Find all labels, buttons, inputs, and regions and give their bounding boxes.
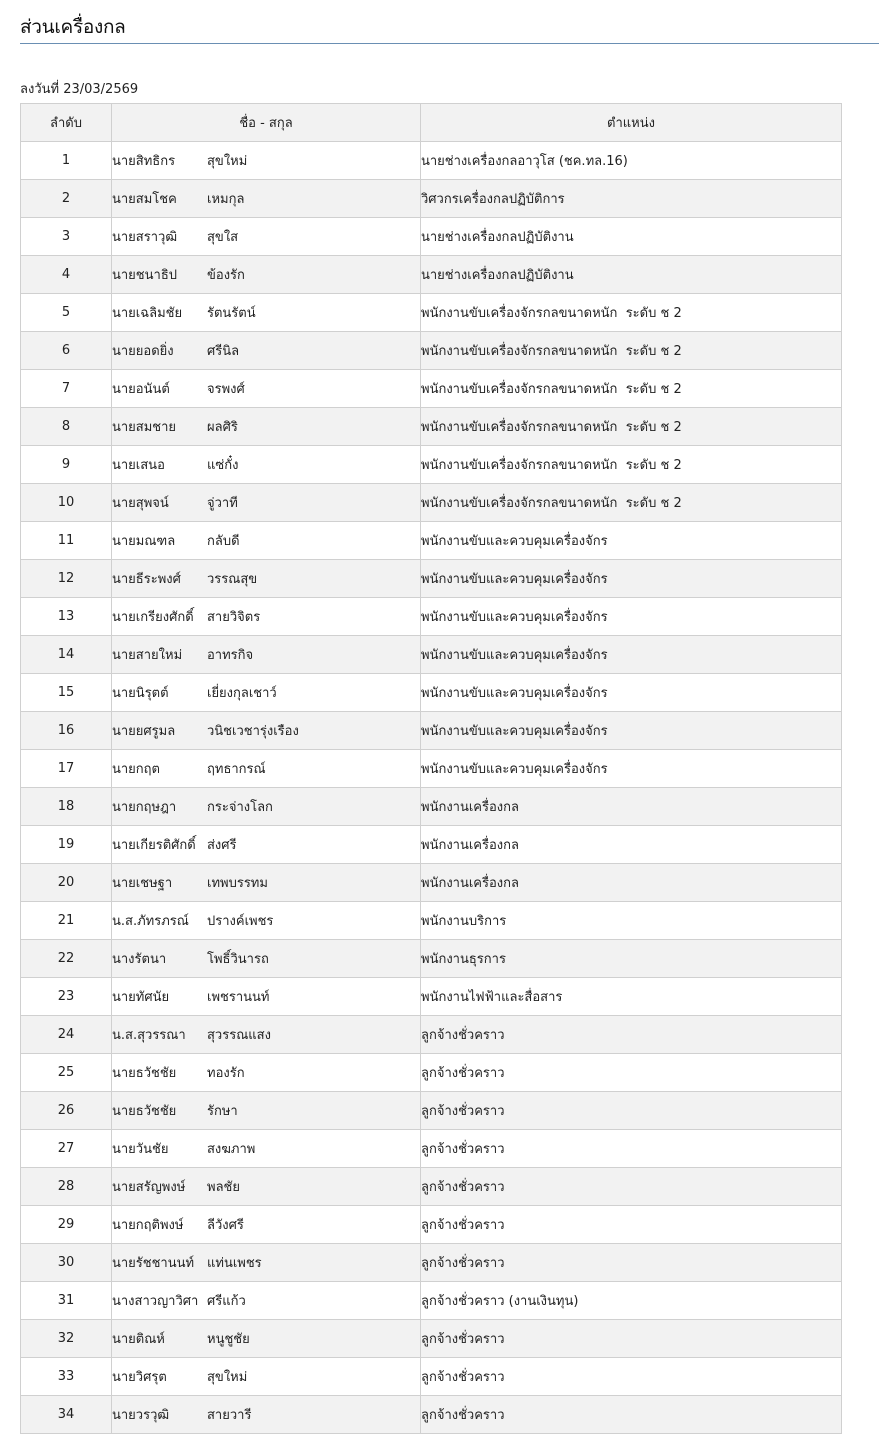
row-number: 9 — [21, 446, 112, 484]
table-row — [21, 1130, 842, 1168]
row-number: 28 — [21, 1168, 112, 1206]
row-position: พนักงานบริการ — [421, 902, 842, 940]
row-full-name — [112, 218, 421, 256]
table-row — [21, 142, 842, 180]
table-header-row — [21, 104, 842, 142]
first-name: นายวิศรุต — [112, 1370, 167, 1385]
row-full-name — [112, 1282, 421, 1320]
row-position: นายช่างเครื่องกลอาวุโส (ชค.ทล.16) — [421, 142, 842, 180]
row-position: พนักงานขับและควบคุมเครื่องจักร — [421, 636, 842, 674]
first-name: นายนิรุตต์ — [112, 686, 169, 701]
table-row — [21, 636, 842, 674]
table-row — [21, 1396, 842, 1434]
first-name: นายติณห์ — [112, 1332, 165, 1347]
first-name: นายกฤต — [112, 762, 160, 777]
first-name: นายทัศนัย — [112, 990, 170, 1005]
row-full-name — [112, 256, 421, 294]
row-full-name — [112, 902, 421, 940]
row-number: 34 — [21, 1396, 112, 1434]
row-position: พนักงานขับและควบคุมเครื่องจักร — [421, 712, 842, 750]
last-name: ผลศิริ — [207, 420, 238, 435]
table-row — [21, 294, 842, 332]
last-name: สุขใส — [207, 230, 239, 245]
first-name: นายสุพจน์ — [112, 496, 169, 511]
row-position: ลูกจ้างชั่วคราว — [421, 1358, 842, 1396]
row-number: 21 — [21, 902, 112, 940]
row-full-name — [112, 408, 421, 446]
first-name: นายธีระพงศ์ — [112, 572, 181, 587]
row-number: 17 — [21, 750, 112, 788]
last-name: ทองรัก — [207, 1066, 245, 1081]
row-full-name — [112, 788, 421, 826]
row-position: พนักงานขับเครื่องจักรกลขนาดหนัก ระดับ ช 2 — [421, 484, 842, 522]
row-position: พนักงานขับและควบคุมเครื่องจักร — [421, 560, 842, 598]
first-name: นายเกียรติศักดิ์ — [112, 838, 196, 853]
last-name: แซ่กั๋ง — [207, 458, 239, 473]
first-name: นายเฉลิมชัย — [112, 306, 183, 321]
last-name: จู่วาที — [207, 496, 238, 511]
first-name: น.ส.สุวรรณา — [112, 1028, 186, 1043]
last-name: รัตนรัตน์ — [207, 306, 256, 321]
last-name: สายวิจิตร — [207, 610, 261, 625]
table-row — [21, 370, 842, 408]
row-number: 30 — [21, 1244, 112, 1282]
row-position: พนักงานเครื่องกล — [421, 826, 842, 864]
row-number: 6 — [21, 332, 112, 370]
first-name: นายวันชัย — [112, 1142, 169, 1157]
table-row — [21, 826, 842, 864]
last-name: ลีวังศรี — [207, 1218, 244, 1233]
last-name: ศรีแก้ว — [207, 1294, 246, 1309]
table-row — [21, 1320, 842, 1358]
row-number: 12 — [21, 560, 112, 598]
row-full-name — [112, 370, 421, 408]
first-name: นายสราวุฒิ — [112, 230, 178, 245]
row-number: 18 — [21, 788, 112, 826]
last-name: ศรีนิล — [207, 344, 240, 359]
last-name: โพธิ์วินารถ — [207, 952, 269, 967]
row-full-name — [112, 522, 421, 560]
table-row — [21, 788, 842, 826]
row-number: 11 — [21, 522, 112, 560]
row-position: วิศวกรเครื่องกลปฏิบัติการ — [421, 180, 842, 218]
table-row — [21, 218, 842, 256]
row-full-name — [112, 1206, 421, 1244]
first-name: นายวรวุฒิ — [112, 1408, 170, 1423]
table-row — [21, 332, 842, 370]
row-full-name — [112, 332, 421, 370]
table-row — [21, 446, 842, 484]
row-number: 19 — [21, 826, 112, 864]
last-name: เทพบรรทม — [207, 876, 268, 891]
first-name: นายมณฑล — [112, 534, 176, 549]
first-name: นางรัตนา — [112, 952, 167, 967]
row-position: พนักงานขับและควบคุมเครื่องจักร — [421, 522, 842, 560]
row-position: ลูกจ้างชั่วคราว — [421, 1016, 842, 1054]
last-name: วรรณสุข — [207, 572, 258, 587]
row-position: พนักงานเครื่องกล — [421, 788, 842, 826]
row-position: พนักงานขับเครื่องจักรกลขนาดหนัก ระดับ ช 2 — [421, 332, 842, 370]
row-position: ลูกจ้างชั่วคราว (งานเงินทุน) — [421, 1282, 842, 1320]
row-full-name — [112, 142, 421, 180]
row-number: 23 — [21, 978, 112, 1016]
row-position: ลูกจ้างชั่วคราว — [421, 1092, 842, 1130]
last-name: เหมกุล — [207, 192, 245, 207]
first-name: นายชนาธิป — [112, 268, 177, 283]
last-name: สงฆภาพ — [207, 1142, 256, 1157]
row-full-name — [112, 180, 421, 218]
last-name: สุขใหม่ — [207, 154, 248, 169]
row-number: 14 — [21, 636, 112, 674]
last-name: สุวรรณแสง — [207, 1028, 271, 1043]
first-name: นายสมโชค — [112, 192, 177, 207]
last-name: ฤทธากรณ์ — [207, 762, 266, 777]
row-full-name — [112, 750, 421, 788]
first-name: นายเกรียงศักดิ์ — [112, 610, 194, 625]
first-name: นายอนันต์ — [112, 382, 170, 397]
row-position: นายช่างเครื่องกลปฏิบัติงาน — [421, 218, 842, 256]
row-position: พนักงานไฟฟ้าและสื่อสาร — [421, 978, 842, 1016]
table-row — [21, 1244, 842, 1282]
row-full-name — [112, 1016, 421, 1054]
row-number: 32 — [21, 1320, 112, 1358]
table-row — [21, 1358, 842, 1396]
row-number: 5 — [21, 294, 112, 332]
first-name: นายเชษฐา — [112, 876, 173, 891]
row-position: พนักงานขับเครื่องจักรกลขนาดหนัก ระดับ ช 2 — [421, 294, 842, 332]
staff-table-body — [21, 142, 842, 1434]
last-name: วนิชเวชารุ่งเรือง — [207, 724, 299, 739]
first-name: นายธวัชชัย — [112, 1066, 177, 1081]
row-position: พนักงานขับและควบคุมเครื่องจักร — [421, 750, 842, 788]
row-position: ลูกจ้างชั่วคราว — [421, 1320, 842, 1358]
table-row — [21, 978, 842, 1016]
last-name: แท่นเพชร — [207, 1256, 262, 1271]
row-position: ลูกจ้างชั่วคราว — [421, 1396, 842, 1434]
row-position: พนักงานขับเครื่องจักรกลขนาดหนัก ระดับ ช 2 — [421, 446, 842, 484]
row-number: 16 — [21, 712, 112, 750]
row-number: 24 — [21, 1016, 112, 1054]
row-full-name — [112, 1130, 421, 1168]
table-row — [21, 1092, 842, 1130]
row-full-name — [112, 712, 421, 750]
row-full-name — [112, 636, 421, 674]
row-full-name — [112, 294, 421, 332]
row-number: 31 — [21, 1282, 112, 1320]
row-number: 22 — [21, 940, 112, 978]
row-full-name — [112, 560, 421, 598]
first-name: นายยศรูมล — [112, 724, 176, 739]
table-row — [21, 1054, 842, 1092]
last-name: กระจ่างโลก — [207, 800, 273, 815]
date-line: ลงวันที่ 23/03/2569 — [20, 82, 139, 97]
row-full-name — [112, 1320, 421, 1358]
last-name: กลับดี — [207, 534, 240, 549]
table-row — [21, 750, 842, 788]
row-number: 27 — [21, 1130, 112, 1168]
row-position: ลูกจ้างชั่วคราว — [421, 1130, 842, 1168]
row-position: ลูกจ้างชั่วคราว — [421, 1206, 842, 1244]
last-name: เพชรานนท์ — [207, 990, 270, 1005]
table-row — [21, 408, 842, 446]
row-full-name — [112, 826, 421, 864]
last-name: เยี่ยงกุลเชาว์ — [207, 686, 277, 701]
row-number: 13 — [21, 598, 112, 636]
row-position: พนักงานธุรการ — [421, 940, 842, 978]
row-full-name — [112, 598, 421, 636]
table-row — [21, 864, 842, 902]
row-number: 15 — [21, 674, 112, 712]
row-number: 8 — [21, 408, 112, 446]
row-full-name — [112, 940, 421, 978]
row-number: 2 — [21, 180, 112, 218]
row-full-name — [112, 446, 421, 484]
last-name: สุขใหม่ — [207, 1370, 248, 1385]
last-name: อาทรกิจ — [207, 648, 254, 663]
row-full-name — [112, 1054, 421, 1092]
header-name: ชื่อ - สกุล — [112, 104, 421, 142]
first-name: นายสมชาย — [112, 420, 177, 435]
row-full-name — [112, 864, 421, 902]
table-row — [21, 1168, 842, 1206]
row-full-name — [112, 978, 421, 1016]
last-name: พลชัย — [207, 1180, 240, 1195]
first-name: นายรัชชานนท์ — [112, 1256, 195, 1271]
table-row — [21, 1282, 842, 1320]
row-number: 1 — [21, 142, 112, 180]
last-name: หนูชูชัย — [207, 1332, 250, 1347]
row-number: 7 — [21, 370, 112, 408]
row-number: 26 — [21, 1092, 112, 1130]
row-position: ลูกจ้างชั่วคราว — [421, 1054, 842, 1092]
last-name: ส่งศรี — [207, 838, 237, 853]
first-name: นายยอดยิ่ง — [112, 344, 174, 359]
first-name: นายธวัชชัย — [112, 1104, 177, 1119]
first-name: นายสิทธิกร — [112, 154, 176, 169]
header-no: ลำดับ — [21, 104, 112, 142]
table-row — [21, 256, 842, 294]
table-row — [21, 902, 842, 940]
first-name: นางสาวญาวิศา — [112, 1294, 199, 1309]
row-full-name — [112, 674, 421, 712]
table-row — [21, 484, 842, 522]
first-name: นายเสนอ — [112, 458, 165, 473]
table-row — [21, 560, 842, 598]
row-number: 3 — [21, 218, 112, 256]
row-full-name — [112, 1168, 421, 1206]
row-number: 10 — [21, 484, 112, 522]
first-name: นายสรัญพงษ์ — [112, 1180, 186, 1195]
row-number: 4 — [21, 256, 112, 294]
row-number: 29 — [21, 1206, 112, 1244]
row-position: ลูกจ้างชั่วคราว — [421, 1168, 842, 1206]
row-full-name — [112, 1396, 421, 1434]
table-row — [21, 180, 842, 218]
table-row — [21, 1016, 842, 1054]
row-position: พนักงานขับและควบคุมเครื่องจักร — [421, 674, 842, 712]
table-row — [21, 598, 842, 636]
row-position: นายช่างเครื่องกลปฏิบัติงาน — [421, 256, 842, 294]
row-number: 20 — [21, 864, 112, 902]
table-row — [21, 674, 842, 712]
row-number: 33 — [21, 1358, 112, 1396]
last-name: สายวารี — [207, 1408, 252, 1423]
row-position: พนักงานขับเครื่องจักรกลขนาดหนัก ระดับ ช 2 — [421, 370, 842, 408]
row-position: พนักงานขับและควบคุมเครื่องจักร — [421, 598, 842, 636]
last-name: รักษา — [207, 1104, 238, 1119]
title-divider — [20, 43, 879, 44]
first-name: นายกฤติพงษ์ — [112, 1218, 184, 1233]
row-full-name — [112, 1092, 421, 1130]
first-name: นายสายใหม่ — [112, 648, 183, 663]
row-position: พนักงานขับเครื่องจักรกลขนาดหนัก ระดับ ช 2 — [421, 408, 842, 446]
row-full-name — [112, 1358, 421, 1396]
first-name: นายกฤษฎา — [112, 800, 177, 815]
last-name: ข้องรัก — [207, 268, 245, 283]
last-name: ปรางค์เพชร — [207, 914, 274, 929]
row-number: 25 — [21, 1054, 112, 1092]
first-name: น.ส.ภัทรภรณ์ — [112, 914, 189, 929]
table-row — [21, 940, 842, 978]
table-row — [21, 522, 842, 560]
row-position: พนักงานเครื่องกล — [421, 864, 842, 902]
row-full-name — [112, 484, 421, 522]
page-title: ส่วนเครื่องกล — [20, 16, 126, 38]
table-row — [21, 1206, 842, 1244]
row-position: ลูกจ้างชั่วคราว — [421, 1244, 842, 1282]
row-full-name — [112, 1244, 421, 1282]
last-name: จรพงศ์ — [207, 382, 245, 397]
staff-table — [20, 103, 842, 1434]
table-row — [21, 712, 842, 750]
header-position: ตำแหน่ง — [421, 104, 842, 142]
